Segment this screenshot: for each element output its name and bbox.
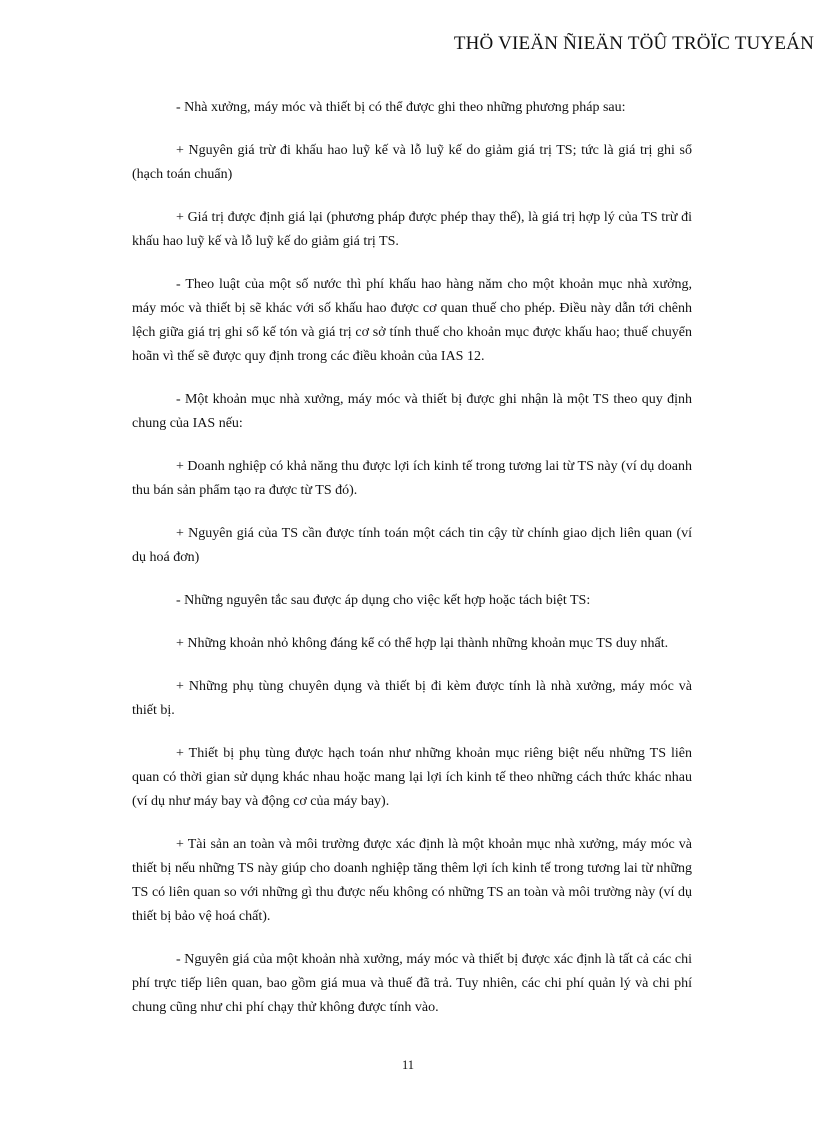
- paragraph-revaluation: + Giá trị được định giá lại (phương pháp được phép thay thế), là giá trị hợp lý của TS trừ đi khấu hao luỹ kế và lỗ luỹ kế do giảm giá trị TS.: [132, 210, 692, 249]
- paragraph-recognition-criteria: - Một khoản mục nhà xưởng, máy móc và thiết bị được ghi nhận là một TS theo quy định chung của IAS nếu:: [132, 392, 692, 431]
- paragraph-reliable-cost: + Nguyên giá của TS cần được tính toán một cách tin cậy từ chính giao dịch liên quan (ví dụ hoá đơn): [132, 526, 692, 565]
- paragraph-aggregation-principles: - Những nguyên tắc sau được áp dụng cho việc kết hợp hoặc tách biệt TS:: [176, 593, 591, 608]
- paragraph-spare-parts: + Những phụ tùng chuyên dụng và thiết bị đi kèm được tính là nhà xưởng, máy móc và thiết bị.: [132, 679, 692, 718]
- paragraph-historical-cost: + Nguyên giá trừ đi khấu hao luỹ kế và lỗ luỹ kế do giảm giá trị TS; tức là giá trị ghi sổ (hạch toán chuẩn): [132, 143, 692, 182]
- paragraph-separate-components: + Thiết bị phụ tùng được hạch toán như những khoản mục riêng biệt nếu những TS liên quan có thời gian sử dụng khác nhau hoặc mang lại lợi ích kinh tế theo những cách thức khác nhau (ví dụ như máy bay và động cơ của máy bay).: [132, 746, 692, 809]
- page-number: 11: [401, 1058, 415, 1072]
- paragraph-safety-environment: + Tài sản an toàn và môi trường được xác định là một khoản mục nhà xưởng, máy móc và thiết bị nếu những TS này giúp cho doanh nghiệp tăng thêm lợi ích kinh tế trong tương lai từ những TS có liên quan so với những gì thu được nếu không có những TS an toàn và môi trường này (ví dụ thiết bị bảo vệ hoá chất).: [132, 837, 692, 924]
- document-body: [132, 96, 692, 1039]
- paragraph-economic-benefit: + Doanh nghiệp có khả năng thu được lợi ích kinh tế trong tương lai từ TS này (ví dụ doanh thu bán sản phẩm tạo ra được từ TS đó).: [132, 459, 692, 498]
- paragraph-cost-measurement: - Nguyên giá của một khoản nhà xưởng, máy móc và thiết bị được xác định là tất cả các chi phí trực tiếp liên quan, bao gồm giá mua và thuế đã trả. Tuy nhiên, các chi phí quản lý và chi phí chung cũng như chi phí chạy thử không được tính vào.: [132, 952, 692, 1015]
- paragraph-tax-depreciation: - Theo luật của một số nước thì phí khấu hao hàng năm cho một khoản mục nhà xưởng, máy móc và thiết bị sẽ khác với số khấu hao được cơ quan thuế cho phép. Điều này dẫn tới chênh lệch giữa giá trị ghi sổ kế tón và giá trị cơ sở tính thuế cho khoản mục được khấu hao; thuế chuyển hoãn vì thế sẽ được quy định trong các điều khoản của IAS 12.: [132, 277, 692, 364]
- paragraph-methods-intro: - Nhà xưởng, máy móc và thiết bị có thể được ghi theo những phương pháp sau:: [176, 100, 626, 115]
- paragraph-small-items: + Những khoản nhỏ không đáng kể có thể hợp lại thành những khoản mục TS duy nhất.: [176, 636, 669, 651]
- running-header: THÖ VIEÄN ÑIEÄN TÖÛ TRÖÏC TUYEÁN: [453, 33, 814, 54]
